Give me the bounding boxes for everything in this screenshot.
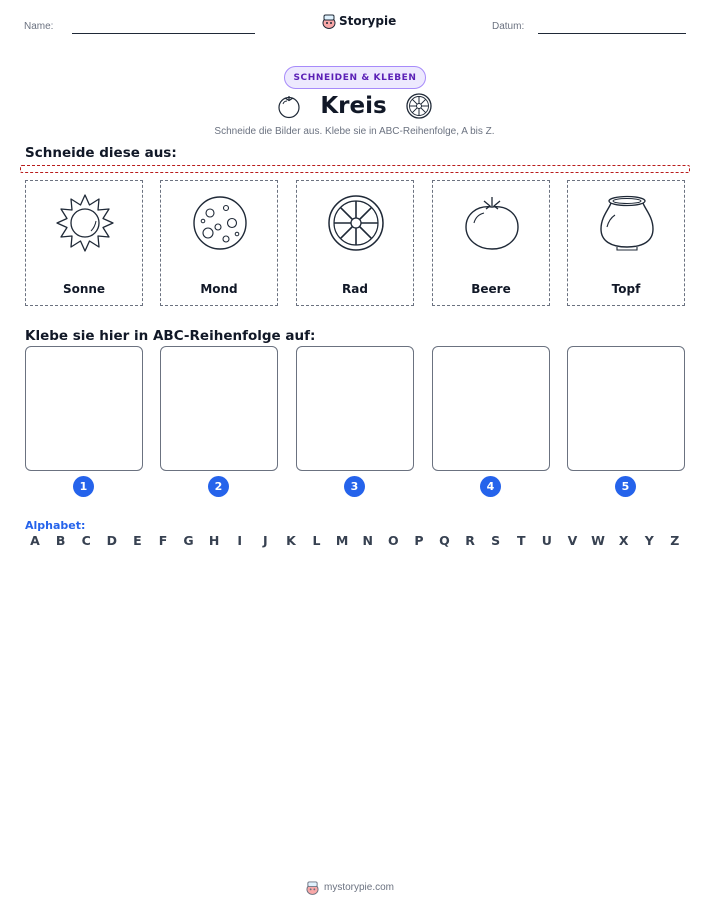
cut-card-beere[interactable]	[432, 180, 550, 306]
alphabet-letter: N	[362, 533, 373, 548]
alphabet-letter: F	[158, 533, 168, 548]
paste-slot-5[interactable]	[567, 346, 685, 471]
alphabet-letter: K	[286, 533, 296, 548]
alphabet-letter: Z	[670, 533, 680, 548]
name-label: Name:	[24, 21, 54, 32]
alphabet-letter: M	[335, 533, 349, 548]
alphabet-letter: H	[208, 533, 220, 548]
paste-slot-4[interactable]	[432, 346, 550, 471]
brand	[322, 13, 396, 29]
name-field[interactable]	[72, 33, 255, 34]
paste-slot-2[interactable]	[160, 346, 278, 471]
page-title: Kreis	[320, 93, 387, 119]
date-label: Datum:	[492, 21, 525, 32]
cut-card-rad[interactable]	[296, 180, 414, 306]
paste-slot-1[interactable]	[25, 346, 143, 471]
card-label: Beere	[471, 282, 511, 296]
slot-number-4: 4	[480, 476, 501, 497]
card-label: Topf	[611, 282, 641, 296]
alphabet-letter: J	[263, 533, 268, 548]
alphabet-letter: C	[81, 533, 91, 548]
alphabet-letter: V	[567, 533, 578, 548]
alphabet-label: Alphabet:	[25, 519, 86, 532]
alphabet-letter: G	[183, 533, 194, 548]
cut-line	[20, 165, 690, 173]
date-field[interactable]	[538, 33, 686, 34]
instructions: Schneide die Bilder aus. Klebe sie in ABC-Reihenfolge, A bis Z.	[214, 126, 495, 137]
storypie-logo-icon	[322, 13, 336, 29]
storypie-logo-icon	[306, 880, 319, 895]
slot-number-2: 2	[208, 476, 229, 497]
footer-url: mystorypie.com	[324, 882, 395, 893]
alphabet-letter: B	[55, 533, 66, 548]
pot-icon	[597, 193, 657, 253]
title-row	[0, 92, 709, 120]
alphabet-letter: D	[106, 533, 117, 548]
card-label: Rad	[342, 282, 368, 296]
alphabet-letter: R	[465, 533, 475, 548]
alphabet-letter: Q	[439, 533, 450, 548]
cut-section-title: Schneide diese aus:	[25, 145, 177, 161]
wheel-icon	[405, 92, 433, 120]
slot-number-1: 1	[73, 476, 94, 497]
alphabet-row	[28, 533, 682, 548]
wheel-icon	[326, 193, 386, 253]
alphabet-letter: S	[491, 533, 501, 548]
paste-slot-3[interactable]	[296, 346, 414, 471]
alphabet-letter: T	[517, 533, 526, 548]
alphabet-letter: I	[237, 533, 243, 548]
card-label: Sonne	[62, 282, 106, 296]
alphabet-letter: X	[618, 533, 629, 548]
berry-icon	[276, 93, 302, 119]
moon-icon	[190, 193, 250, 253]
alphabet-letter: P	[414, 533, 424, 548]
slot-number-5: 5	[615, 476, 636, 497]
activity-badge: SCHNEIDEN & KLEBEN	[284, 66, 426, 89]
alphabet-letter: O	[387, 533, 399, 548]
alphabet-letter: E	[133, 533, 142, 548]
card-label: Mond	[200, 282, 238, 296]
slot-number-3: 3	[344, 476, 365, 497]
alphabet-letter: Y	[644, 533, 654, 548]
berry-icon	[462, 193, 522, 253]
cut-card-sonne[interactable]	[25, 180, 143, 306]
cut-card-mond[interactable]	[160, 180, 278, 306]
alphabet-letter: U	[541, 533, 552, 548]
brand-name: Storypie	[339, 14, 397, 28]
paste-section-title: Klebe sie hier in ABC-Reihenfolge auf:	[25, 328, 316, 344]
alphabet-letter: W	[591, 533, 605, 548]
sun-icon	[55, 193, 115, 253]
footer	[306, 880, 394, 895]
alphabet-letter: L	[312, 533, 321, 548]
cut-card-topf[interactable]	[567, 180, 685, 306]
alphabet-letter: A	[30, 533, 40, 548]
